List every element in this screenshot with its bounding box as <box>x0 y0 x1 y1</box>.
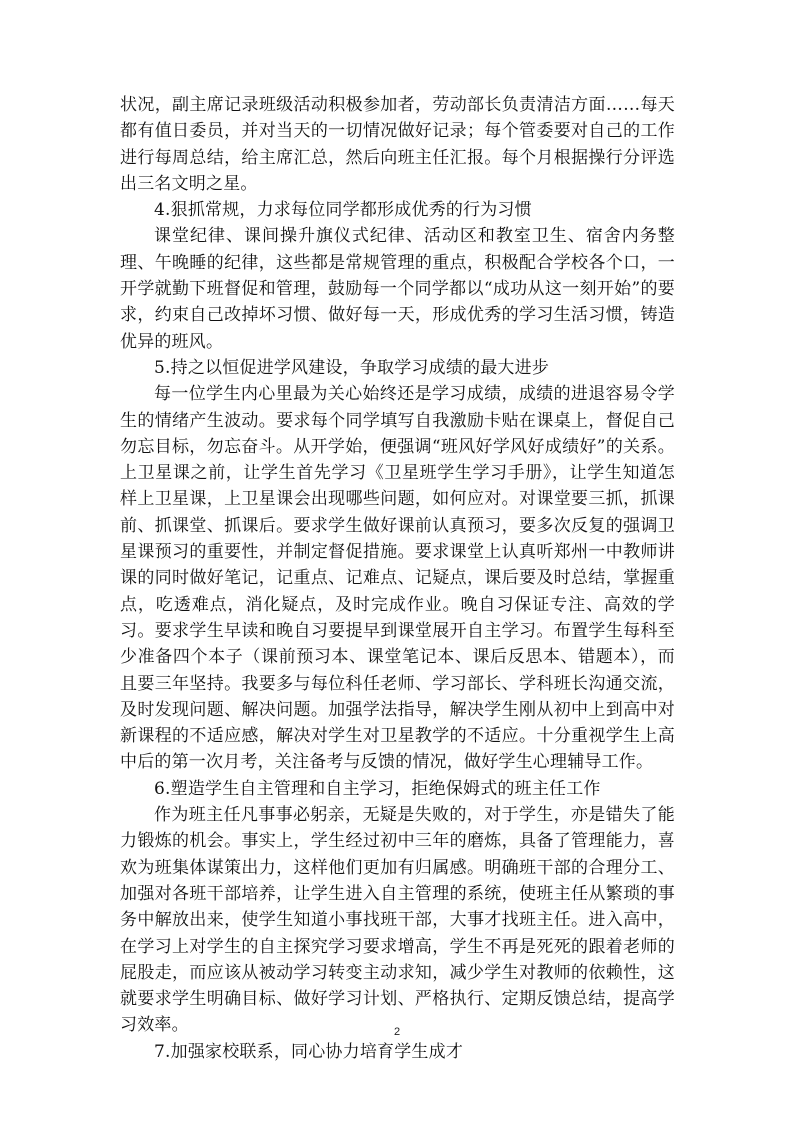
paragraph-routine-management: 课堂纪律、课间操升旗仪式纪律、活动区和教室卫生、宿舍内务整理、午晚睡的纪律，这些都是常规管理的重点，积极配合学校各个口，一开学就勤下班督促和管理，鼓励每一个同学都以“成功从这一刻开始”的要求，约束自己改掉坏习惯、做好每一天，形成优秀的学习生活习惯，铸造优异的班风。 <box>120 226 675 352</box>
document-body <box>120 92 675 1065</box>
section-heading-4: 4.狠抓常规，力求每位同学都形成优秀的行为习惯 <box>154 200 532 221</box>
section-heading-6: 6.塑造学生自主管理和自主学习，拒绝保姆式的班主任工作 <box>154 778 601 799</box>
section-heading-7: 7.加强家校联系，同心协力培育学生成才 <box>154 1041 464 1062</box>
paragraph-continued: 状况，副主席记录班级活动积极参加者，劳动部长负责清洁方面……每天都有值日委员，并对当天的一切情况做好记录；每个管委要对自己的工作进行每周总结，给主席汇总，然后向班主任汇报。每个月根据操行分评选出三名文明之星。 <box>120 95 675 194</box>
section-heading-5: 5.持之以恒促进学风建设，争取学习成绩的最大进步 <box>154 357 550 378</box>
paragraph-self-management: 作为班主任凡事事必躬亲，无疑是失败的，对于学生，亦是错失了能力锻炼的机会。事实上，学生经过初中三年的磨炼，具备了管理能力，喜欢为班集体谋策出力，这样他们更加有归属感。明确班干部的合理分工、加强对各班干部培养，让学生进入自主管理的系统，使班主任从繁琐的事务中解放出来，使学生知道小事找班干部，大事才找班主任。进入高中，在学习上对学生的自主探究学习要求增高，学生不再是死死的跟着老师的屁股走，而应该从被动学习转变主动求知，减少学生对教师的依赖性，这就要求学生明确目标、做好学习计划、严格执行、定期反馈总结，提高学习效率。 <box>120 805 675 1036</box>
page-number: 2 <box>393 1026 401 1038</box>
paragraph-study-style: 每一位学生内心里最为关心始终还是学习成绩，成绩的进退容易令学生的情绪产生波动。要求每个同学填写自我激励卡贴在课桌上，督促自己勿忘目标，勿忘奋斗。从开学始，便强调“班风好学风好成绩好”的关系。上卫星课之前，让学生首先学习《卫星班学生学习手册》，让学生知道怎样上卫星课，上卫星课会出现哪些问题，如何应对。对课堂要三抓，抓课前、抓课堂、抓课后。要求学生做好课前认真预习，要多次反复的强调卫星课预习的重要性，并制定督促措施。要求课堂上认真听郑州一中教师讲课的同时做好笔记，记重点、记难点、记疑点，课后要及时总结，掌握重点，吃透难点，消化疑点，及时完成作业。晚自习保证专注、高效的学习。要求学生早读和晚自习要提早到课堂展开自主学习。布置学生每科至少准备四个本子（课前预习本、课堂笔记本、课后反思本、错题本），而且要三年坚持。我要多与每位科任老师、学习部长、学科班长沟通交流，及时发现问题、解决问题。加强学法指导，解决学生刚从初中上到高中对新课程的不适应感，解决对学生对卫星教学的不适应。十分重视学生上高中后的第一次月考，关注备考与反馈的情况，做好学生心理辅导工作。 <box>120 384 675 773</box>
